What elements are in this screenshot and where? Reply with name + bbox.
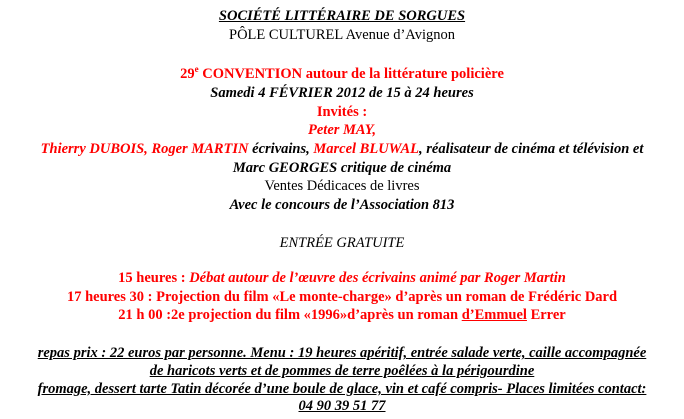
meal-line-1: repas prix : 22 euros par personne. Menu : 19 heures apéritif, entrée salade verte, caille accompagnée [37,345,647,361]
society-title: SOCIÉTÉ LITTÉRAIRE DE SORGUES [218,8,466,24]
guest-role-writers: écrivains, [252,141,310,157]
convention-number: 29 [180,66,195,82]
program-item-1-text: Débat autour de l’œuvre des écrivains animé par Roger Martin [189,270,566,286]
convention-ordinal: e [194,64,199,75]
guest-marcel-bluwal: Marcel BLUWAL [313,141,420,157]
program-item-1 [0,269,684,288]
convention-title [0,65,684,84]
guests-line-2 [0,140,684,159]
guest-thierry-dubois: Thierry DUBOIS, [40,141,148,157]
meal-line-2: de haricots verts et de pommes de terre poêlées à la périgourdine [149,363,535,379]
convention-word: CONVENTION [202,66,303,82]
program-item-3 [0,306,684,325]
guest-peter-may-name: Peter MAY, [308,122,376,138]
address-text: Avenue d’Avignon [345,27,455,43]
pole-address [0,26,684,45]
guest-roger-martin: Roger MARTIN [151,141,249,157]
guest-marc-georges: Marc GEORGES [232,160,338,176]
program-item-3-end: Errer [530,307,566,323]
program-item-3-start: 21 h 00 :2e projection du film «1996»d’après un roman [118,307,459,323]
book-signing: Ventes Dédicaces de livres [264,178,420,194]
meal-line-3: fromage, dessert tarte Tatin décorée d’une boule de glace, vin et café compris- Places limitées contact: [37,381,647,397]
convention-subject: autour de la littérature policière [305,66,504,82]
society-name [0,7,684,26]
program-item-1-time: 15 heures : [118,270,186,286]
guest-role-critic: critique de cinéma [340,160,452,176]
guests-line-3 [0,159,684,178]
guests-label: Invités : [316,104,368,120]
program-item-3-author: d’Emmuel [461,307,527,323]
guest-peter-may [0,121,684,140]
convention-date: Samedi 4 FÉVRIER 2012 de 15 à 24 heures [210,85,474,101]
pole-label: PÔLE CULTUREL [229,27,343,43]
program-item-2: 17 heures 30 : Projection du film «Le monte-charge» d’après un roman de Frédéric Dard [66,289,618,305]
association-credit: Avec le concours de l’Association 813 [229,197,455,213]
free-entry: ENTRÉE GRATUITE [279,235,405,251]
contact-phone: 04 90 39 51 77 [298,398,386,414]
guest-role-director: , réalisateur de cinéma et télévision et [419,141,644,157]
